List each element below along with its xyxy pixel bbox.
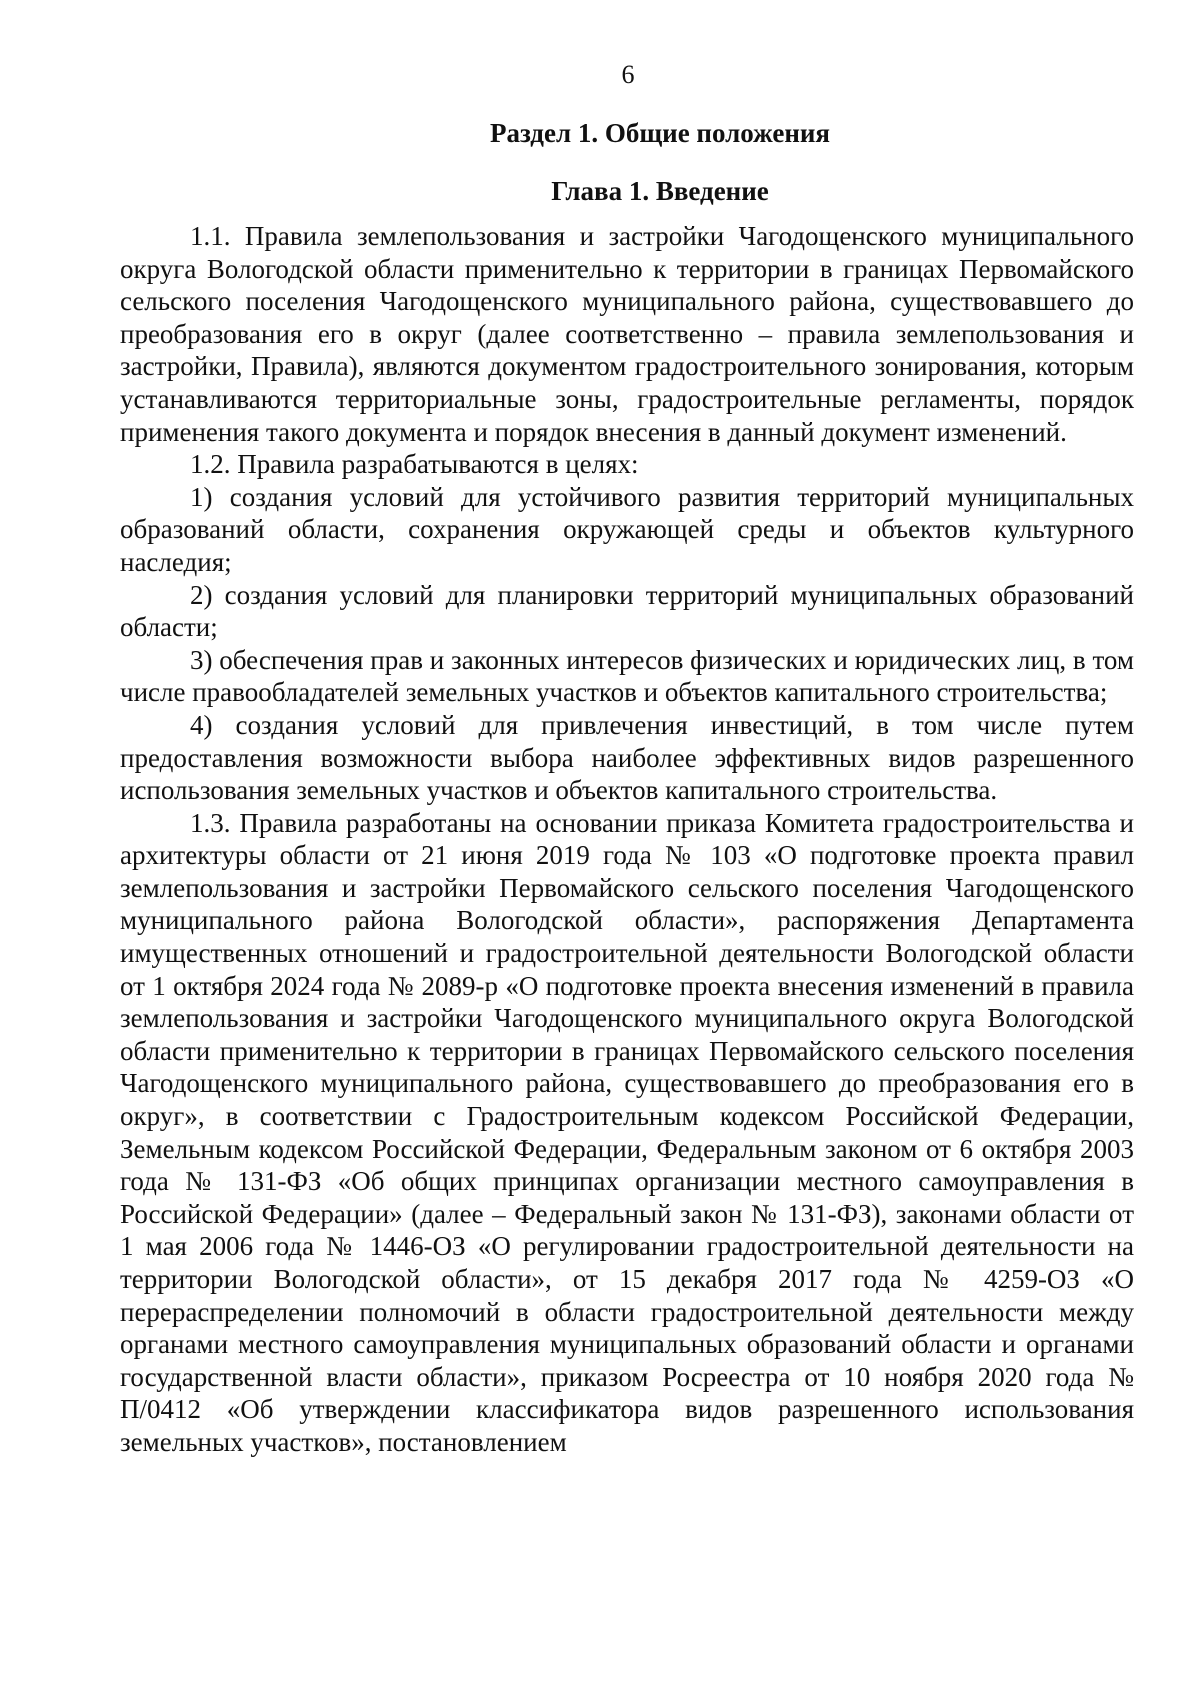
list-item-2: 2) создания условий для планировки территорий муниципальных образований области; xyxy=(120,579,1134,643)
paragraph-1-1: 1.1. Правила землепользования и застройки Чагодощенского муниципального округа Вологодской области применительно к территории в границах Первомайского сельского поселения Чагодощенского муниципального района, существовавшего до преобразования его в округ (далее соответственно – правила землепользования и застройки, Правила), являются документом градостроительного зонирования, которым устанавливаются территориальные зоны, градостроительные регламенты, порядок применения такого документа и порядок внесения в данный документ изменений. xyxy=(120,221,1134,447)
document-body xyxy=(120,220,1134,1459)
chapter-title: Глава 1. Введение xyxy=(551,176,769,206)
list-item-4: 4) создания условий для привлечения инвестиций, в том числе путем предоставления возможности выбора наиболее эффективных видов разрешенного использования земельных участков и объектов капитального строительства. xyxy=(120,709,1134,806)
paragraph-1-3: 1.3. Правила разработаны на основании приказа Комитета градостроительства и архитектуры области от 21 июня 2019 года № 103 «О подготовке проекта правил землепользования и застройки Первомайского сельского поселения Чагодощенского муниципального района Вологодской области», распоряжения Департамента имущественных отношений и градостроительной деятельности Вологодской области от 1 октября 2024 года № 2089-р «О подготовке проекта внесения изменений в правила землепользования и застройки Чагодощенского муниципального округа Вологодской области применительно к территории в границах Первомайского сельского поселения Чагодощенского муниципального района, существовавшего до преобразования его в округ», в соответствии с Градостроительным кодексом Российской Федерации, Земельным кодексом Российской Федерации, Федеральным законом от 6 октября 2003 года № 131-ФЗ «Об общих принципах организации местного самоуправления в Российской Федерации» (далее – Федеральный закон № 131-ФЗ), законами области от 1 мая 2006 года № 1446-ОЗ «О регулировании градостроительной деятельности на территории Вологодской области», от 15 декабря 2017 года № 4259-ОЗ «О перераспределении полномочий в области градостроительной деятельности между органами местного самоуправления муниципальных образований области и органами государственной власти области», приказом Росреестра от 10 ноября 2020 года № П/0412 «Об утверждении классификатора видов разрешенного использования земельных участков», постановлением xyxy=(120,807,1134,1457)
page-number: 6 xyxy=(621,60,635,89)
paragraph-1-2: 1.2. Правила разрабатываются в целях: xyxy=(190,449,639,480)
section-title: Раздел 1. Общие положения xyxy=(489,118,831,148)
list-item-1: 1) создания условий для устойчивого развития территорий муниципальных образований области, сохранения окружающей среды и объектов культурного наследия; xyxy=(120,481,1134,577)
list-item-3: 3) обеспечения прав и законных интересов физических и юридических лиц, в том числе правообладателей земельных участков и объектов капитального строительства; xyxy=(120,644,1134,708)
